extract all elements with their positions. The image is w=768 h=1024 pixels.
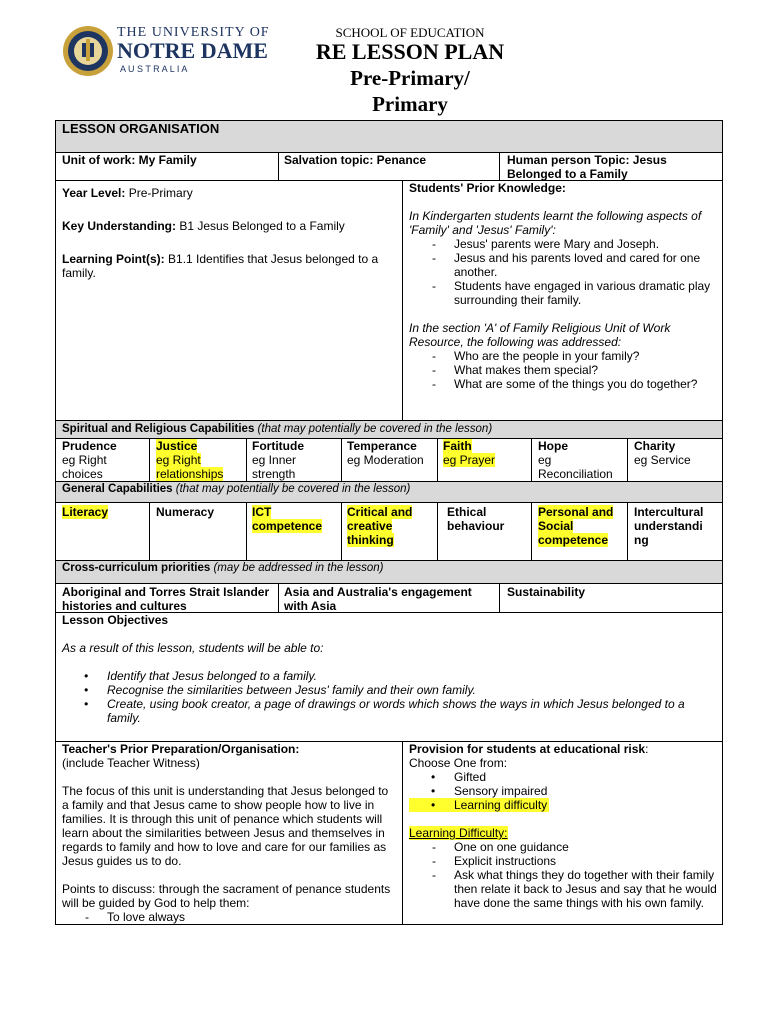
spiritual-charity: Charity eg Service (634, 439, 691, 467)
year-level (62, 186, 397, 200)
learning-points-value: B1.1 Identifies that Jesus belonged to a family. (62, 252, 379, 280)
key-understanding-label: Key Understanding: (62, 219, 177, 233)
spiritual-prudence: Prudence eg Right choices (62, 439, 117, 481)
list-item: • Identify that Jesus belonged to a family. (62, 669, 717, 683)
spiritual-hope: Hope eg Reconciliation (538, 439, 613, 481)
learning-difficulty-heading: Learning Difficulty: (409, 826, 508, 840)
logo-line2: NOTRE DAME (117, 38, 268, 63)
list-item: - Who are the people in your family? (409, 349, 719, 363)
teacher-list (62, 910, 398, 924)
spiritual-fortitude: Fortitude eg Inner strength (252, 439, 304, 481)
year-level-label: Year Level: (62, 186, 126, 200)
list-item: - Ask what things they do together with their family then relate it back to Jesus and say that he would have done the same things with his own family. (409, 868, 719, 910)
list-item: - Jesus' parents were Mary and Joseph. (409, 237, 719, 251)
spiritual-faith: Faith eg Prayer (443, 439, 496, 467)
general-ethical: Ethical behaviour (447, 505, 505, 533)
cross-note: (may be addressed in the lesson) (213, 562, 384, 574)
general-intercultural: Intercultural understandi ng (634, 505, 704, 547)
page-subtitle-2: Primary (372, 92, 448, 116)
prior-knowledge-intro1: In Kindergarten students learnt the following aspects of 'Family' and 'Jesus' Family': (409, 209, 702, 237)
logo-line1: THE UNIVERSITY OF (117, 25, 270, 40)
general-note: (that may potentially be covered in the lesson) (175, 483, 411, 495)
school-name: SCHOOL OF EDUCATION (335, 25, 485, 40)
list-item: - Explicit instructions (409, 854, 719, 868)
list-item: - Jesus and his parents loved and cared for one another. (409, 251, 719, 279)
key-understanding (62, 219, 397, 233)
list-item: - What are some of the things you do together? (409, 377, 719, 391)
provision-heading: Provision for students at educational risk: (409, 742, 649, 756)
list-item: • Gifted (409, 770, 719, 784)
unit-of-work: Unit of work: My Family (62, 153, 197, 167)
general-heading: General Capabilities (that may potentially be covered in the lesson) (62, 483, 411, 495)
list-item: - Students have engaged in various dramatic play surrounding their family. (409, 279, 719, 307)
list-item: • Recognise the similarities between Jesus' family and their own family. (62, 683, 717, 697)
key-understanding-value: B1 Jesus Belonged to a Family (179, 219, 345, 233)
teacher-paragraph: The focus of this unit is understanding that Jesus belonged to a family and that Jesus came to show people how to live in families. It is through this unit of penance which students will learn about the similarities between Jesus and themselves in regards to family and how to love and care for our families as Jesus guides us to do. (62, 784, 389, 868)
objectives-intro: As a result of this lesson, students will be able to: (62, 641, 324, 655)
page-title: RE LESSON PLAN (315, 39, 505, 64)
page-subtitle-1: Pre-Primary/ (350, 66, 470, 90)
list-item: - To love always (62, 910, 398, 924)
prior-knowledge-intro2: In the section 'A' of Family Religious Unit of Work Resource, the following was addressed: (409, 321, 671, 349)
teacher-heading: Teacher's Prior Preparation/Organisation: (62, 742, 300, 756)
spiritual-note: (that may potentially be covered in the lesson) (257, 423, 493, 435)
list-item: • Sensory impaired (409, 784, 719, 798)
prior-knowledge-list1 (409, 237, 719, 307)
university-crest-icon (62, 25, 114, 77)
provision-options (409, 770, 719, 812)
cross-heading: Cross-curriculum priorities (may be addressed in the lesson) (62, 562, 384, 574)
general-numeracy: Numeracy (156, 505, 215, 519)
list-item: • Create, using book creator, a page of drawings or words which shows the ways in which Jesus belonged to a family. (62, 697, 717, 725)
logo-line3: A U S T R A L I A (120, 64, 188, 74)
spiritual-heading: Spiritual and Religious Capabilities (that may potentially be covered in the lesson) (62, 423, 493, 435)
provision-at-risk (409, 742, 719, 910)
cross-aboriginal: Aboriginal and Torres Strait Islander histories and cultures (62, 585, 270, 613)
list-item: - One on one guidance (409, 840, 719, 854)
year-level-value: Pre-Primary (128, 186, 193, 200)
cross-asia: Asia and Australia's engagement with Asia (284, 585, 472, 613)
objectives-heading: Lesson Objectives (62, 613, 169, 627)
spiritual-justice: Justice eg Right relationships (156, 439, 224, 481)
list-item: • Learning difficulty (409, 798, 549, 812)
learning-points (62, 252, 397, 280)
cross-sustainability: Sustainability (507, 585, 586, 599)
provision-choose: Choose One from: (409, 756, 508, 770)
prior-knowledge-heading: Students' Prior Knowledge: (409, 181, 566, 195)
learning-points-label: Learning Point(s): (62, 252, 165, 266)
general-critical: Critical and creative thinking (347, 505, 413, 547)
salvation-topic: Salvation topic: Penance (284, 153, 427, 167)
prior-knowledge (409, 181, 719, 391)
teacher-sub: (include Teacher Witness) (62, 756, 200, 770)
general-ict: ICT competence (252, 505, 323, 533)
list-item: - What makes them special? (409, 363, 719, 377)
general-literacy: Literacy (62, 505, 109, 519)
organisation-heading: LESSON ORGANISATION (62, 121, 220, 136)
learning-difficulty-list (409, 840, 719, 910)
human-person-topic: Human person Topic: Jesus Belonged to a Family (507, 153, 667, 181)
prior-knowledge-list2 (409, 349, 719, 391)
teacher-points: Points to discuss: through the sacrament of penance students will be guided by God to help them: (62, 882, 391, 910)
teacher-preparation (62, 742, 398, 924)
spiritual-temperance: Temperance eg Moderation (347, 439, 424, 467)
objectives-list (62, 669, 717, 725)
general-personal: Personal and Social competence (538, 505, 614, 547)
lesson-objectives (62, 613, 717, 725)
university-logo (62, 24, 270, 80)
